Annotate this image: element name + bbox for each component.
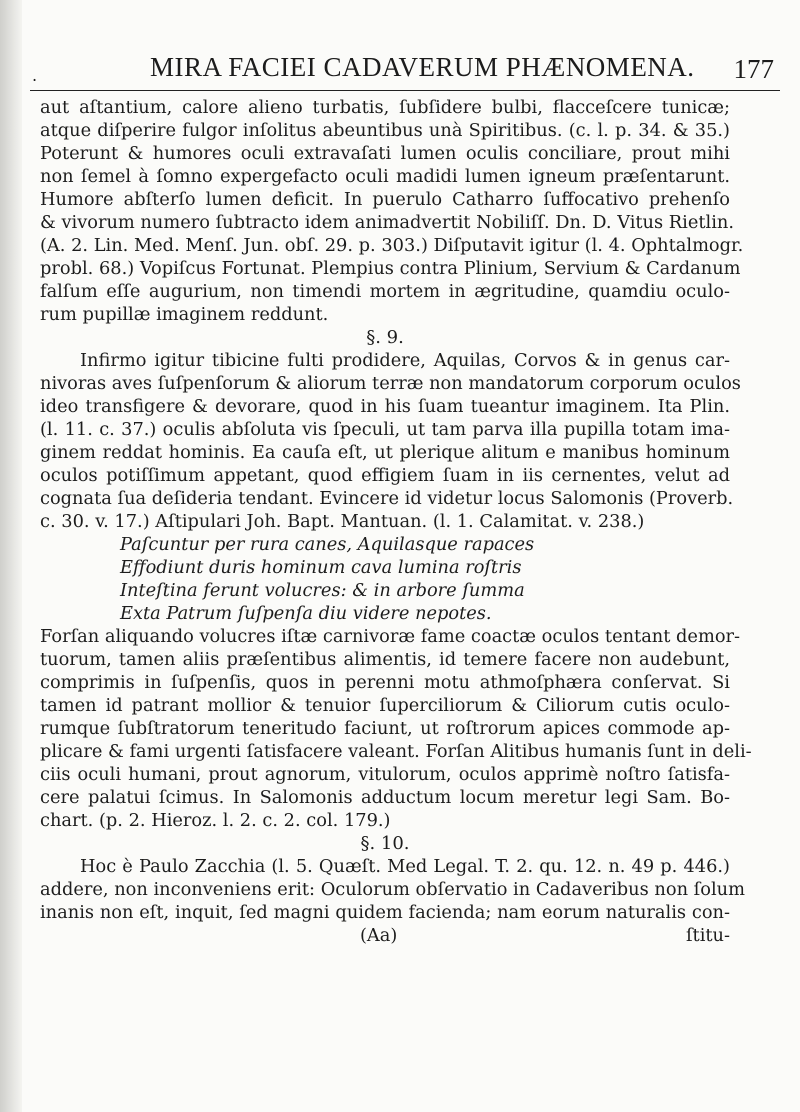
text-line: Forſan aliquando volucres iſtæ carnivoræ fame coactæ oculos tentant demor- bbox=[40, 626, 741, 647]
text-line: aut aſtantium, calore alieno turbatis, ſubſidere bulbi, flacceſcere tunicæ; bbox=[40, 97, 730, 118]
text-line: tamen id patrant mollior & tenuior ſuperciliorum & Ciliorum cutis oculo- bbox=[40, 695, 730, 716]
text-line: atque diſperire fulgor inſolitus abeuntibus unà Spiritibus. (c. l. p. 34. & 35.) bbox=[40, 120, 730, 141]
page-number: 177 bbox=[733, 54, 774, 84]
text-line: ginem reddat hominis. Ea cauſa eſt, ut plerique alitum e manibus hominum bbox=[40, 442, 730, 463]
text-line: Poterunt & humores oculi extravaſati lumen oculis conciliare, prout mihi bbox=[40, 143, 730, 164]
text-line: cere palatui ſcimus. In Salomonis adductum locum meretur legi Sam. Bo- bbox=[40, 787, 730, 808]
text-line: non ſemel à ſomno expergefacto oculi madidi lumen igneum præſentarunt. bbox=[40, 166, 730, 187]
verse-line: Inteſtina ferunt volucres: & in arbore ſumma bbox=[120, 580, 525, 601]
text-line: tuorum, tamen aliis præſentibus alimentis, id temere facere non audebunt, bbox=[40, 649, 730, 670]
text-line: & vivorum numero ſubtracto idem animadvertit Nobiliſſ. Dn. D. Vitus Rietlin. bbox=[40, 212, 735, 233]
text-line: falſum eſſe augurium, non timendi mortem in ægritudine, quamdiu oculo- bbox=[40, 281, 730, 302]
text-line: rum pupillæ imaginem reddunt. bbox=[40, 304, 329, 325]
text-line: comprimis in ſuſpenſis, quos in perenni motu athmoſphæra conſervat. Si bbox=[40, 672, 730, 693]
body-text bbox=[40, 96, 752, 947]
text-line: chart. (p. 2. Hieroz. l. 2. c. 2. col. 179.) bbox=[40, 810, 391, 831]
section-heading-10: §. 10. bbox=[360, 833, 410, 854]
text-line: ciis oculi humani, prout agnorum, vitulorum, oculos apprimè noſtro ſatisfa- bbox=[40, 764, 730, 785]
text-line: oculos potiſſimum appetant, quod effigiem ſuam in iis cernentes, velut ad bbox=[40, 465, 730, 486]
text-line: inanis non eſt, inquit, ſed magni quidem facienda; nam eorum naturalis con- bbox=[40, 902, 730, 923]
text-line: cognata ſua deſideria tendant. Evincere id videtur locus Salomonis (Proverb. bbox=[40, 488, 734, 509]
text-line: (l. 11. c. 37.) oculis abſoluta vis ſpeculi, ut tam parva illa pupilla totam ima- bbox=[40, 419, 730, 440]
text-line: Infirmo igitur tibicine fulti prodidere, Aquilas, Corvos & in genus car- bbox=[80, 350, 730, 371]
verse-line: Exta Patrum ſuſpenſa diu videre nepotes. bbox=[120, 603, 492, 624]
text-line: ideo transfigere & devorare, quod in his ſuam tueantur imaginem. Ita Plin. bbox=[40, 396, 730, 417]
verse-line: Effodiunt duris hominum cava lumina roſtris bbox=[120, 557, 522, 578]
text-line: plicare & fami urgenti ſatisfacere valeant. Forſan Alitibus humanis ſunt in deli- bbox=[40, 741, 752, 762]
page-header bbox=[30, 50, 780, 91]
text-line: nivoras aves ſuſpenſorum & aliorum terræ non mandatorum corporum oculos bbox=[40, 373, 741, 394]
text-line: Humore abſterſo lumen deficit. In puerulo Catharro ſuffocativo prehenſo bbox=[40, 189, 730, 210]
header-dot: . bbox=[32, 66, 38, 85]
verse-line: Paſcuntur per rura canes, Aquilasque rapaces bbox=[120, 534, 535, 555]
text-line: rumque ſubſtratorum teneritudo faciunt, ut roſtrorum apices commode ap- bbox=[40, 718, 730, 739]
section-heading-9: §. 9. bbox=[366, 327, 404, 348]
text-line: Hoc è Paulo Zacchia (l. 5. Quæſt. Med Legal. T. 2. qu. 12. n. 49 p. 446.) bbox=[80, 856, 730, 877]
catchword: ſtitu- bbox=[685, 925, 730, 946]
text-line: c. 30. v. 17.) Aſtipulari Joh. Bapt. Mantuan. (l. 1. Calamitat. v. 238.) bbox=[40, 511, 645, 532]
text-line: addere, non inconveniens erit: Oculorum obſervatio in Cadaveribus non ſolum bbox=[40, 879, 745, 900]
text-line: (A. 2. Lin. Med. Menſ. Jun. obſ. 29. p. 303.) Diſputavit igitur (l. 4. Ophtalmogr. bbox=[40, 235, 744, 256]
running-head: MIRA FACIEI CADAVERUM PHÆNOMENA. bbox=[150, 52, 695, 82]
text-line: probl. 68.) Vopiſcus Fortunat. Plempius contra Plinium, Servium & Cardanum bbox=[40, 258, 741, 279]
page-footer bbox=[40, 924, 730, 947]
signature-mark: (Aa) bbox=[360, 925, 398, 946]
